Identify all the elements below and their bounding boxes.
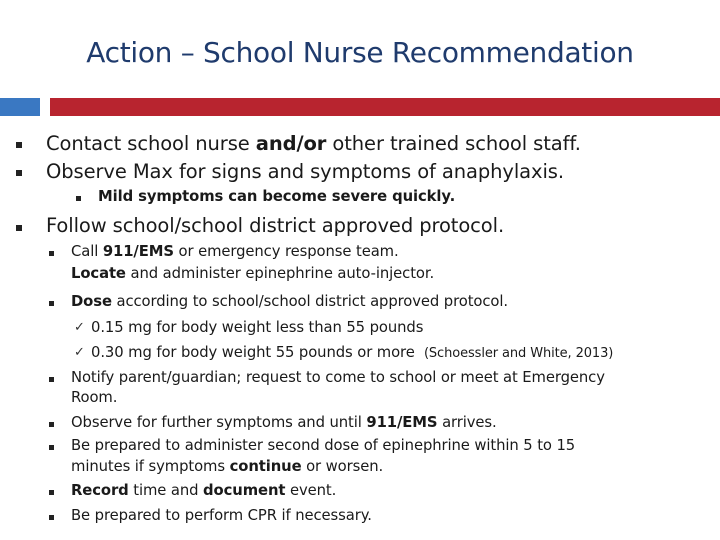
bullet-follow-protocol: Follow school/school district approved protocol. [46, 214, 505, 237]
citation: (Schoessler and White, 2013) [423, 346, 614, 361]
bullet-contact-nurse: Contact school nurse and/or other trained school staff. [46, 132, 581, 155]
slide-title: Action – School Nurse Recommendation [86, 36, 634, 69]
checkmark-icon: ✓ [74, 320, 85, 335]
protocol-cpr: Be prepared to perform CPR if necessary. [71, 507, 372, 524]
protocol-notify-line2: Room. [71, 389, 118, 406]
protocol-call: Call 911/EMS or emergency response team. [71, 243, 399, 260]
title-rule-accent-red [50, 98, 720, 116]
bullet-marker [49, 377, 54, 382]
bullet-marker [16, 170, 22, 176]
protocol-prepare-line2: minutes if symptoms continue or worsen. [71, 458, 384, 475]
bullet-mild-symptoms: Mild symptoms can become severe quickly. [98, 188, 456, 205]
checkmark-icon: ✓ [74, 345, 85, 360]
protocol-locate: Locate and administer epinephrine auto-injector. [71, 265, 435, 282]
protocol-notify-line1: Notify parent/guardian; request to come to school or meet at Emergency [71, 369, 605, 386]
bullet-marker [49, 422, 54, 427]
bullet-marker [49, 445, 54, 450]
bullet-marker [76, 196, 81, 201]
bullet-marker [49, 490, 54, 495]
protocol-record: Record time and document event. [71, 482, 337, 499]
protocol-observe: Observe for further symptoms and until 911/EMS arrives. [71, 414, 497, 431]
dose-item-0-30mg: 0.30 mg for body weight 55 pounds or more (Schoessler and White, 2013) [91, 344, 614, 361]
bullet-observe-max: Observe Max for signs and symptoms of anaphylaxis. [46, 160, 564, 183]
title-rule-accent-blue [0, 98, 40, 116]
bullet-marker [49, 301, 54, 306]
protocol-dose: Dose according to school/school district approved protocol. [71, 293, 508, 310]
bullet-marker [49, 251, 54, 256]
bullet-marker [16, 142, 22, 148]
dose-item-0-15mg: 0.15 mg for body weight less than 55 pounds [91, 319, 424, 336]
protocol-prepare-line1: Be prepared to administer second dose of epinephrine within 5 to 15 [71, 437, 576, 454]
bullet-marker [49, 515, 54, 520]
bullet-marker [16, 225, 22, 231]
